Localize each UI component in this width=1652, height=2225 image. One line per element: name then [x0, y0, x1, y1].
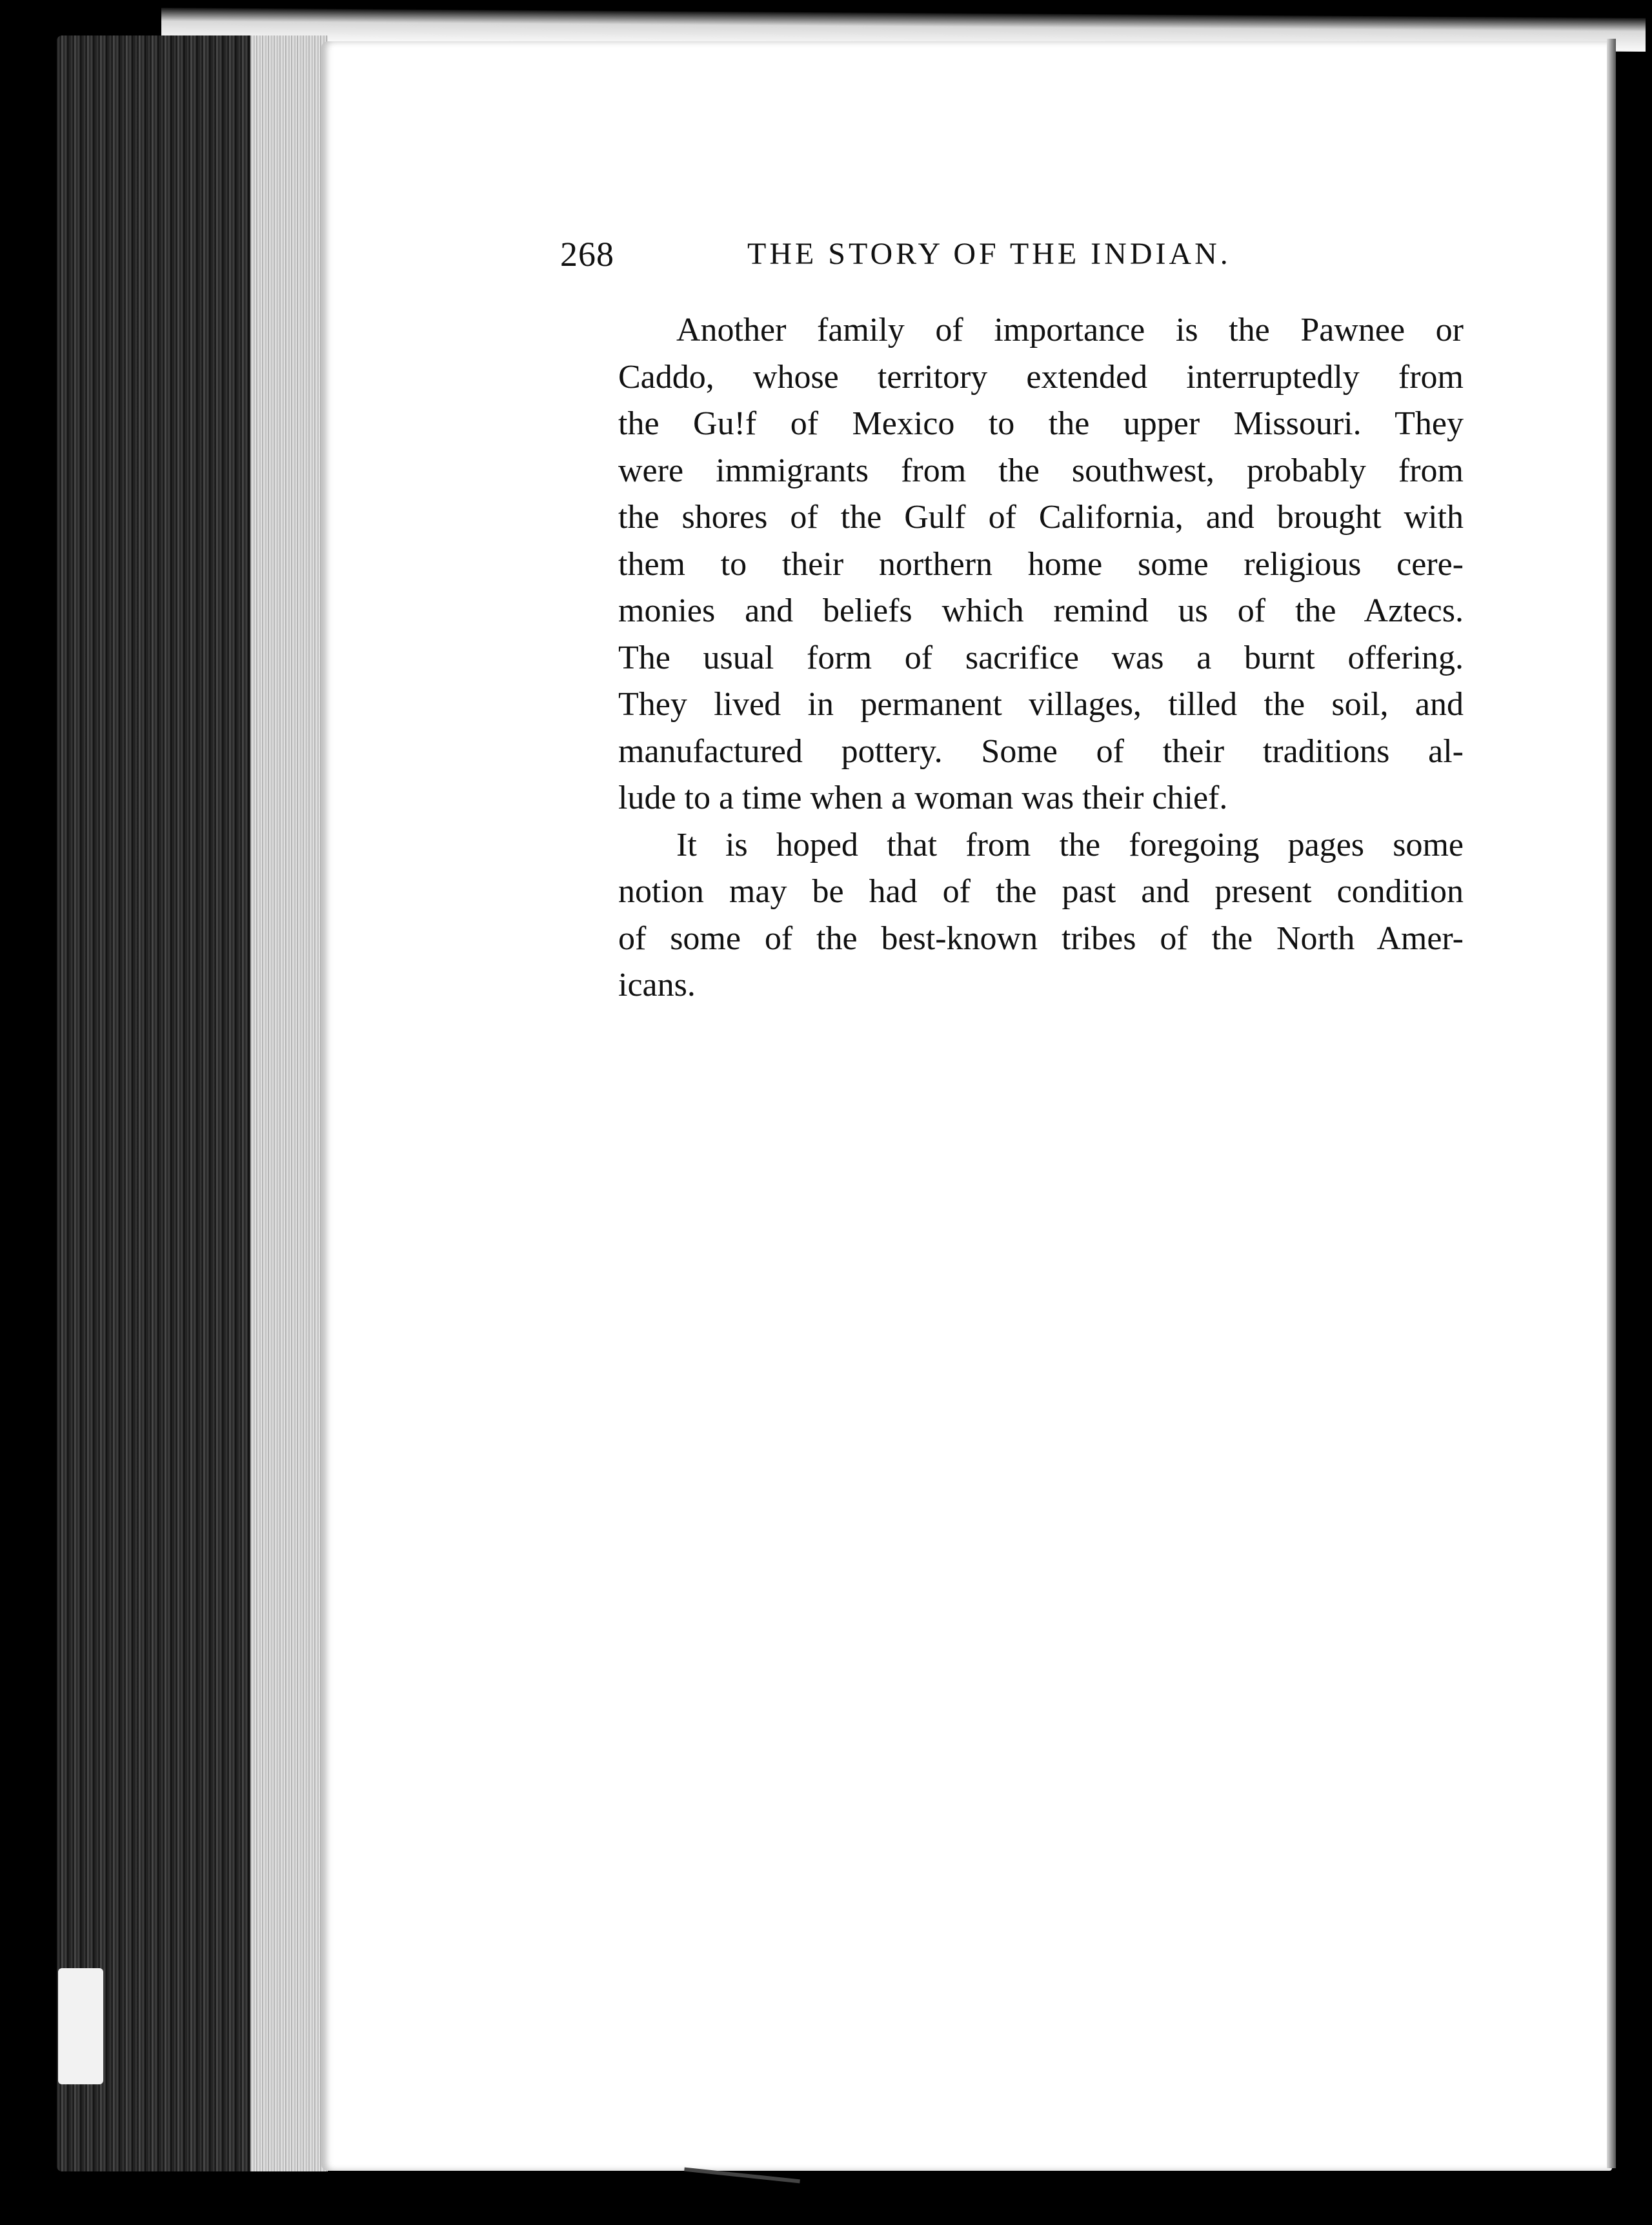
page-edge-tab [58, 1968, 103, 2084]
running-head [560, 228, 1309, 280]
text-line: monies and beliefs which remind us of the Aztecs. [618, 592, 1464, 629]
text-line: Another family of importance is the Pawnee or [676, 312, 1464, 348]
paragraph [560, 822, 1464, 1009]
text-line: Caddo, whose territory extended interruptedly from [618, 358, 1464, 396]
text-line: manufactured pottery. Some of their traditions al- [618, 732, 1464, 770]
text-line: They lived in permanent villages, tilled the soil, and [618, 686, 1464, 723]
text-line: lude to a time when a woman was their chief. [618, 780, 1228, 816]
text-line: It is hoped that from the foregoing pages some [676, 826, 1464, 863]
text-line: the shores of the Gulf of California, and brought with [618, 499, 1464, 536]
paragraph [560, 307, 1464, 822]
text-line: The usual form of sacrifice was a burnt offering. [618, 639, 1464, 676]
body-text [560, 307, 1464, 1009]
page-number: 268 [560, 235, 614, 274]
running-title: THE STORY OF THE INDIAN. [747, 237, 1231, 271]
book-page-edges [57, 35, 328, 2171]
text-line: the Gu!f of Mexico to the upper Missouri. They [618, 405, 1464, 442]
text-line: notion may be had of the past and present condition [618, 873, 1464, 910]
text-line: were immigrants from the southwest, probably from [618, 452, 1464, 489]
page-right-edge [1607, 39, 1616, 2168]
text-line: icans. [618, 967, 696, 1003]
text-line: of some of the best-known tribes of the North Amer- [618, 920, 1464, 957]
text-line: them to their northern home some religious cere- [618, 545, 1464, 583]
